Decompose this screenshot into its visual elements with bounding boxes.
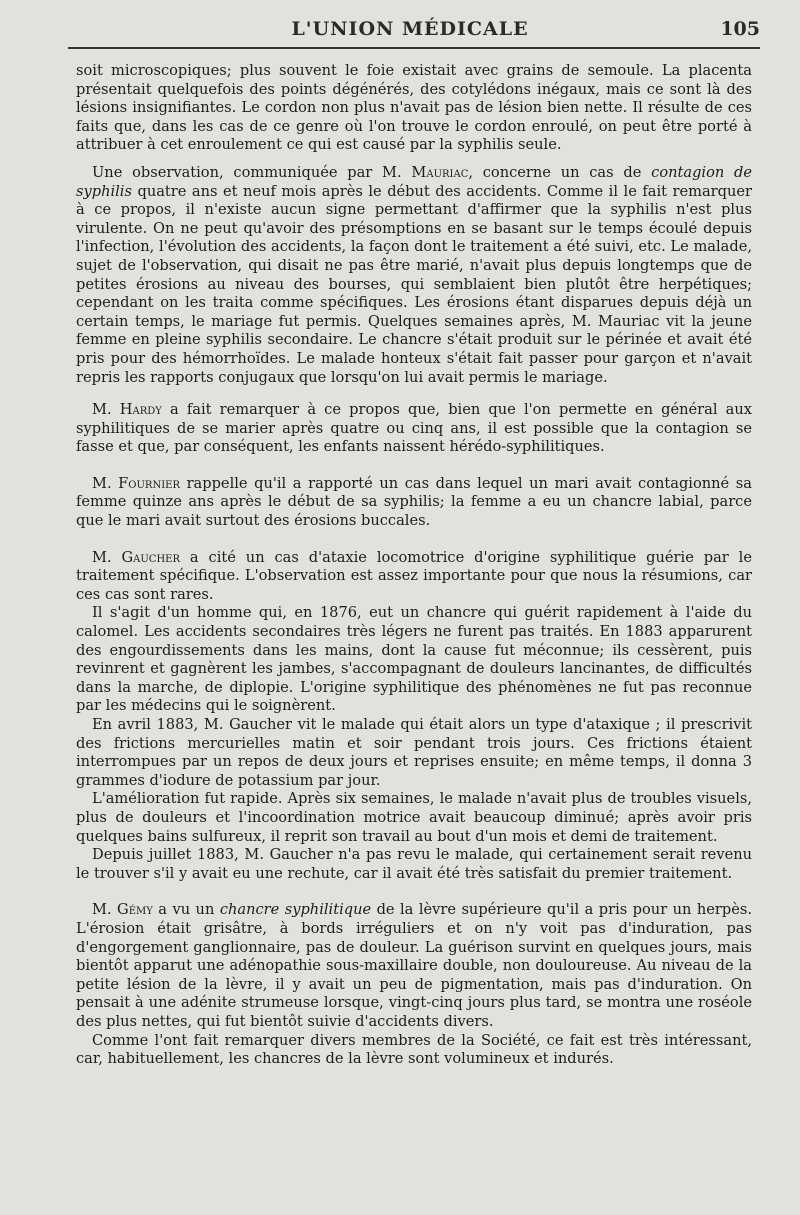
running-title: L'UNION MÉDICALE	[291, 18, 529, 40]
author-name: Fournier	[118, 474, 180, 492]
author-name: Mauriac	[411, 163, 469, 181]
author-name: Gaucher	[121, 548, 181, 566]
page-number: 105	[720, 18, 760, 40]
paragraph-hardy: M. Hardy a fait remarquer à ce propos que, bien que l'on permette en général aux syphilitiques de se marier après quatre ou cinq ans, il est possible que la contagion se fasse et que, par conséquent, les enfants naissent hérédo-syphilitiques.	[76, 401, 752, 456]
paragraph-fournier: M. Fournier rappelle qu'il a rapporté un cas dans lequel un mari avait contagionné sa femme quinze ans après le début de sa syphilis; la femme a eu un chancre labial, parce que le mari avait surtout des érosions buccales.	[76, 474, 752, 530]
author-name: Gémy	[117, 901, 153, 919]
paragraph-improvement: L'amélioration fut rapide. Après six semaines, le malade n'avait plus de troubles visuels, plus de douleurs et l'incoordination motrice avait beaucoup diminué; après avoir pris quelques bains sulfureux, il reprit son travail au bout d'un mois et demi de traitement.	[76, 790, 752, 845]
paragraph-conclusion: Comme l'ont fait remarquer divers membres de la Société, ce fait est très intéressant, car, habituellement, les chancres de la lèvre sont volumineux et indurés.	[76, 1031, 752, 1068]
paragraph-case-history: Il s'agit d'un homme qui, en 1876, eut un chancre qui guérit rapidement à l'aide du calomel. Les accidents secondaires très légers ne furent pas traités. En 1883 apparurent des engourdissements dans les mains, dont la cause fut méconnue; ils cessèrent, puis revinrent et gagnèrent les jambes, s'accompagnant de douleurs lancinantes, de difficultés dans la marche, de diplopie. L'origine syphilitique des phénomènes ne fut pas reconnue par les médecins qui le soignèrent.	[76, 604, 752, 715]
author-name: Hardy	[119, 401, 162, 419]
paragraph-placenta: soit microscopiques; plus souvent le foie existait avec grains de semoule. La placenta présentait quelquefois des points dégénérés, des cotylédons inégaux, mais ce sont là des lésions insignifiantes. Le cordon non plus n'avait pas de lésion bien nette. Il résulte de ces faits que, dans les cas de ce genre où l'on trouve le cordon enroulé, on peut être porté à attribuer à cet enroulement ce qui est causé par la syphilis seule.	[76, 62, 752, 154]
paragraph-mauriac: Une observation, communiquée par M. Mauriac, concerne un cas de contagion de syphilis quatre ans et neuf mois après le début des accidents. Comme il le fait remarquer à ce propos, il n'existe aucun signe permettant d'affirmer que la syphilis n'est plus virulente. On ne peut qu'avoir des présomptions en se basant sur le temps écoulé depuis l'infection, l'évolution des accidents, la façon dont le traitement a été suivi, etc. Le malade, sujet de l'observation, qui disait ne pas être marié, n'avait plus depuis longtemps que de petites érosions au niveau des bourses, qui semblaient bien plutôt être herpétiques; cependant on les traita comme spécifiques. Les érosions étant disparues depuis déjà un certain temps, le mariage fut permis. Quelques semaines après, M. Mauriac vit la jeune femme en pleine syphilis secondaire. Le chancre s'était produit sur le périnée et avait été pris pour des hémorrhoïdes. Le malade honteux s'était fait passer pour garçon et n'avait repris les rapports conjugaux que lorsqu'on lui avait permis le mariage.	[76, 163, 753, 386]
paragraph-gaucher: M. Gaucher a cité un cas d'ataxie locomotrice d'origine syphilitique guérie par le traitement spécifique. L'observation est assez importante pour que nous la résumions, car ces cas sont rares.	[76, 548, 752, 603]
emphasis-text: contagion de syphilis	[76, 163, 753, 200]
paragraph-gemy: M. Gémy a vu un chancre syphilitique de la lèvre supérieure qu'il a pris pour un herpès. L'érosion était grisâtre, à bords irréguliers et on n'y voit pas d'induration, pas d'engorgement ganglionnaire, pas de douleur. La guérison survint en quelques jours, mais bientôt apparut une adénopathie sous-maxillaire double, non douloureuse. Au niveau de la petite lésion de la lèvre, il y avait un peu de pigmentation, mais pas d'induration. On pensait à une adénite strumeuse lorsque, vingt-cinq jours plus tard, se montra une roséole des plus nettes, qui fut bientôt suivie d'accidents divers.	[76, 901, 752, 1030]
page-header	[60, 16, 760, 46]
article-body	[76, 62, 752, 1069]
paragraph-follow-up: Depuis juillet 1883, M. Gaucher n'a pas revu le malade, qui certainement serait revenu le trouver s'il y avait eu une rechute, car il avait été très satisfait du premier traitement.	[76, 846, 752, 882]
emphasis-text: chancre syphilitique	[219, 901, 372, 919]
header-rule	[68, 47, 760, 49]
paragraph-treatment: En avril 1883, M. Gaucher vit le malade qui était alors un type d'ataxique ; il prescrivit des frictions mercurielles matin et soir pendant trois jours. Ces frictions étaient interrompues par un repos de deux jours et reprises ensuite; en même temps, il donna 3 grammes d'iodure de potassium par jour.	[76, 716, 752, 789]
